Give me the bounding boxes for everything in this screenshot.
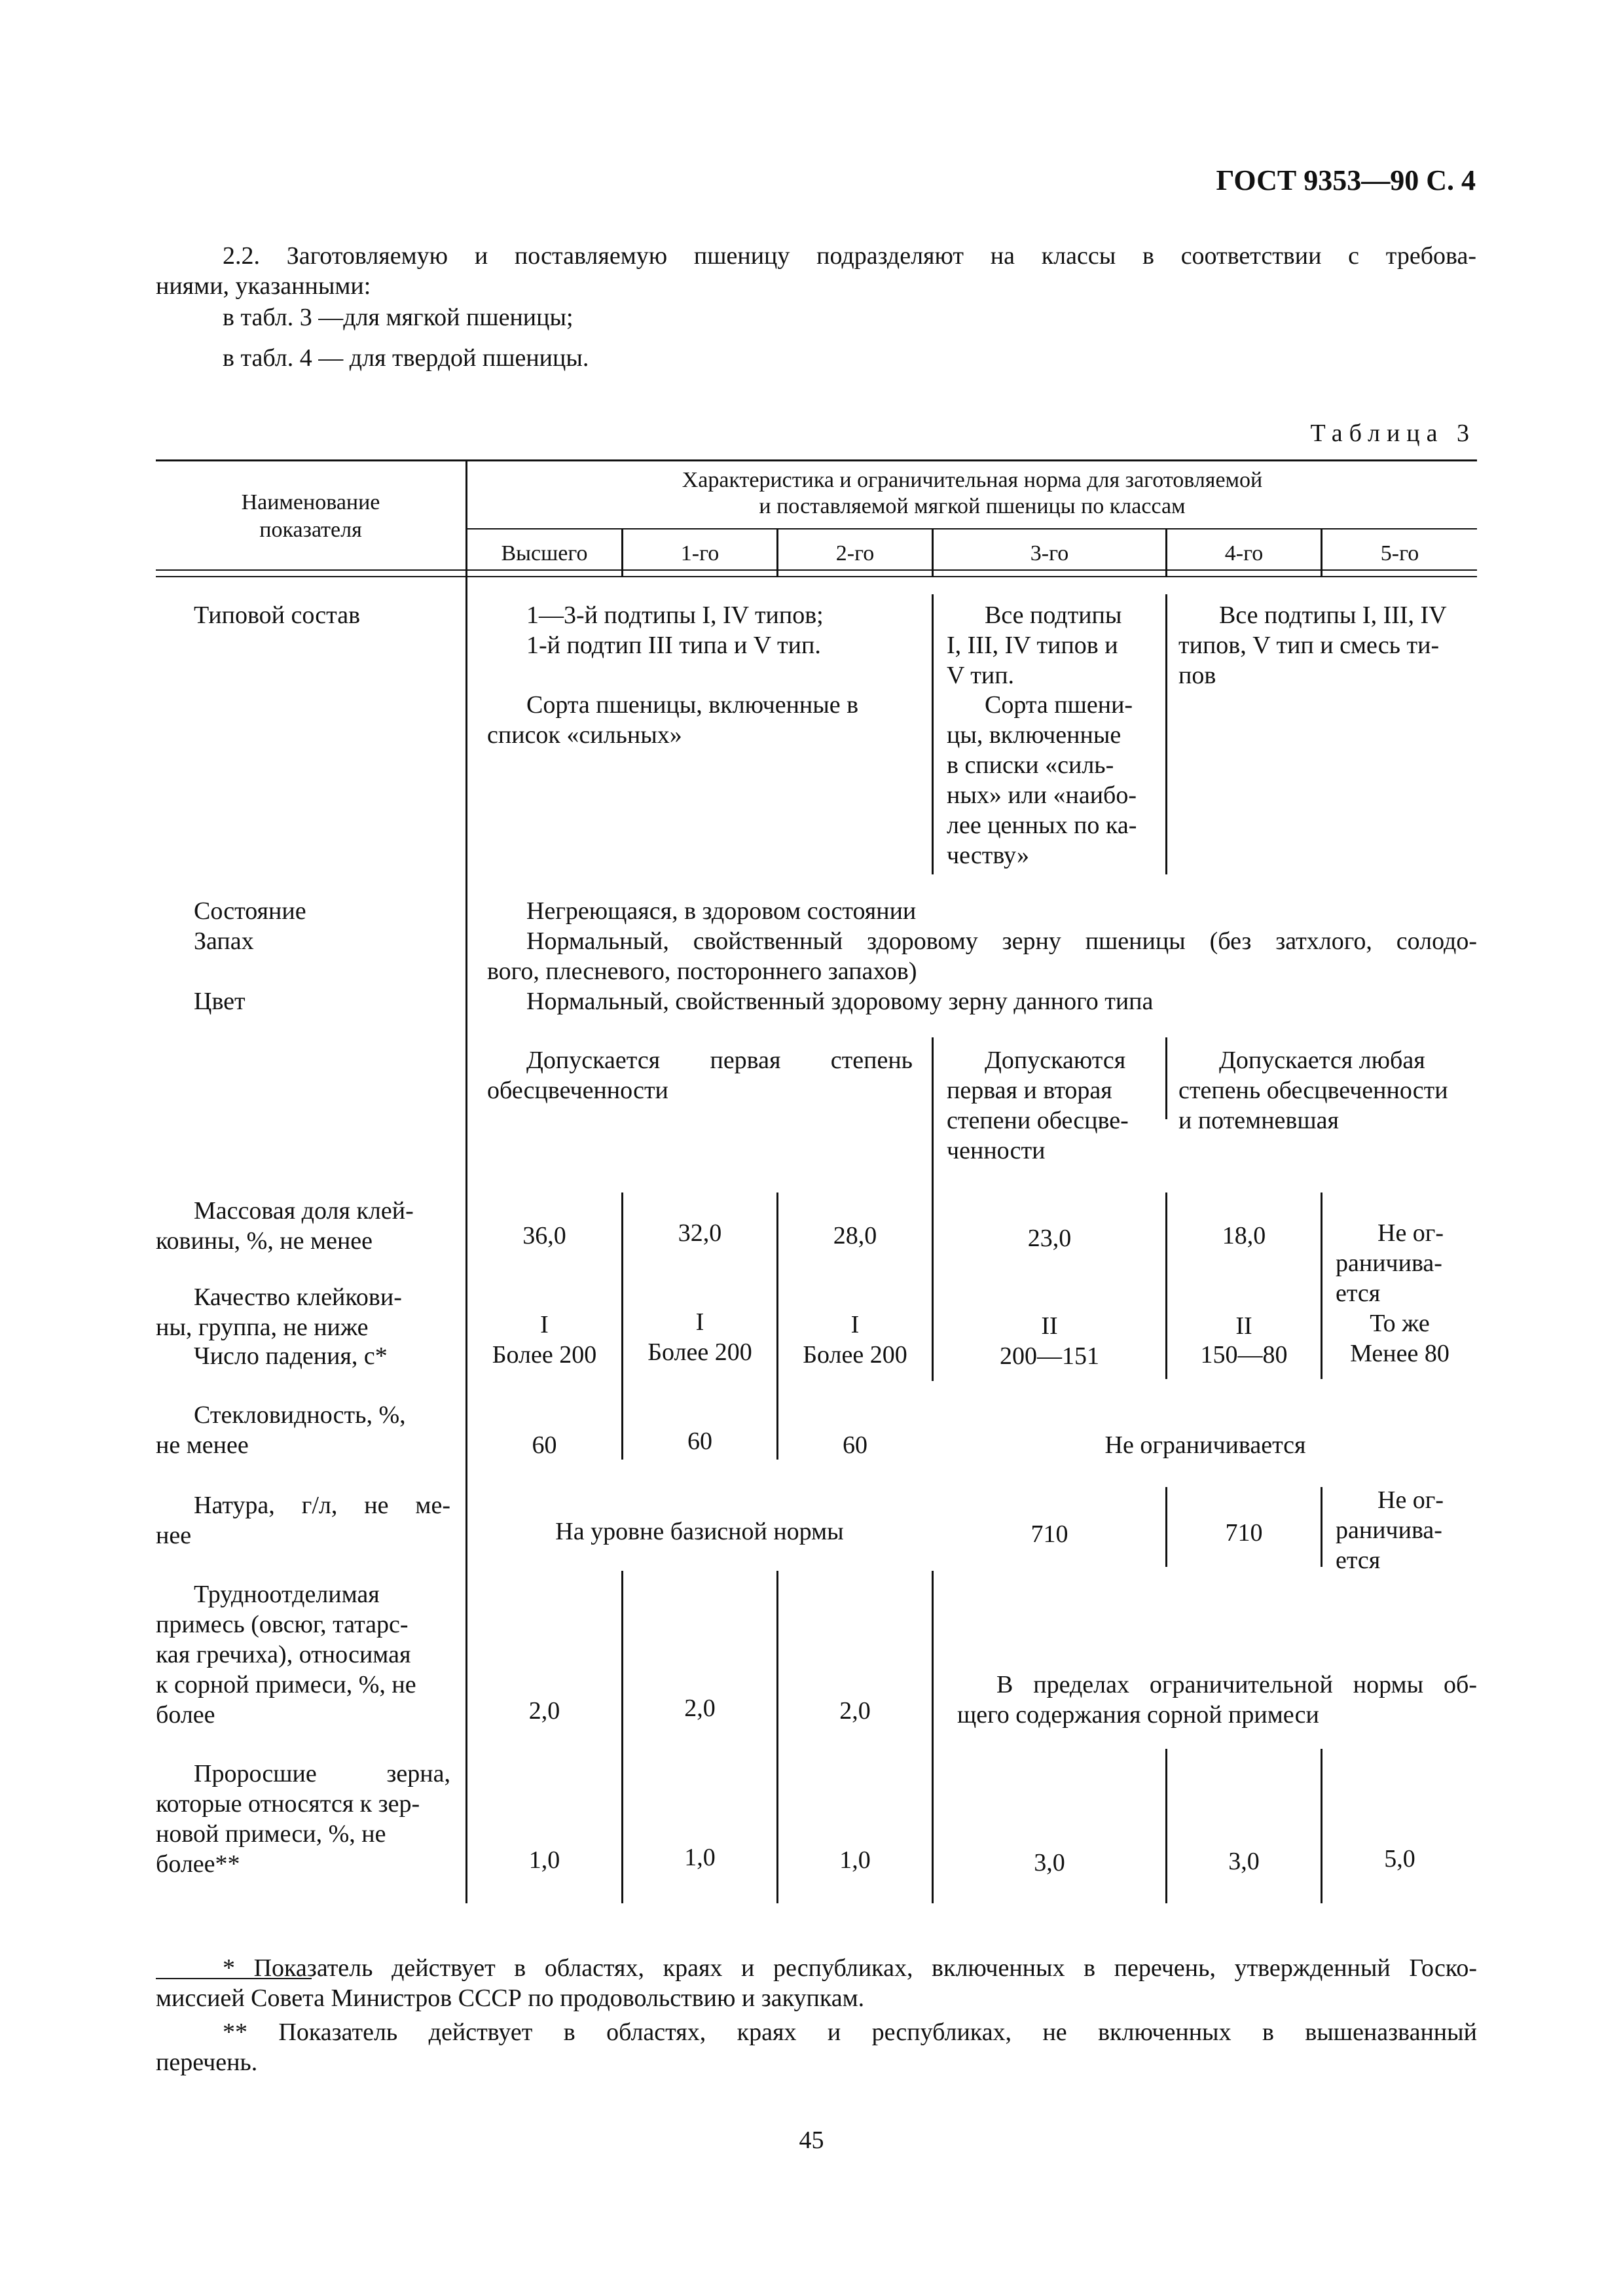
steklo-rest: Не ограничивается [1104,1431,1306,1459]
row-prorosh-label-3: новой примеси, %, не [156,1820,386,1848]
vsep-natura-5 [1321,1487,1322,1567]
page-number: 45 [799,2126,824,2154]
row-tipovoy-c-2: типов, V тип и смесь ти- [1178,632,1440,659]
row-steklo-label-2: не менее [156,1431,249,1459]
kleykovina-5-line3: ется [1336,1280,1381,1307]
natura-5-line1: Не ог- [1377,1486,1444,1514]
trudno-1: 2,0 [684,1695,716,1722]
steklo-2: 60 [843,1431,867,1459]
intro-line-1: 2.2. Заготовляемую и поставляемую пшеницу подразделяют на классы в соответствии с требова- [223,242,1476,270]
header-group-line1: Характеристика и ограничительная норма для заготовляемой [682,468,1263,492]
footnote-1-line2: миссией Совета Министров СССР по продовольствию и закупкам. [156,1984,865,2012]
table-caption: Таблица 3 [1310,420,1476,447]
row-kachestvo-label-1: Качество клейкови- [194,1283,402,1311]
prorosh-4: 3,0 [1228,1848,1260,1875]
header-col1-line2: показателя [259,518,362,542]
page-header: ГОСТ 9353—90 С. 4 [1216,164,1476,196]
row-tsvet-label: Цвет [194,988,246,1015]
header-class-1: 1-го [680,541,720,565]
natura-first3: На уровне базисной нормы [555,1518,844,1545]
row-steklo-label-1: Стекловидность, %, [194,1401,406,1429]
row-natura-label-2: нее [156,1522,192,1549]
intro-line-4: в табл. 4 — для твердой пшеницы. [223,344,589,372]
header-class-vysshego: Высшего [501,541,588,565]
row-kachestvo-label-2: ны, группа, не ниже [156,1314,369,1341]
header-col1-line1: Наименование [241,490,380,514]
header-class-3: 3-го [1030,541,1069,565]
table-top-rule [156,459,1477,461]
header-double-rule-b [156,576,1477,577]
vsep-prorosh-4 [1165,1749,1167,1903]
vsep-tsvet-a [932,1037,934,1119]
row-tipovoy-b-8: лее ценных по ка- [947,812,1137,839]
row-tsvet-a-line2: обесцвеченности [487,1077,668,1104]
row-tipovoy-b-3: V тип. [947,662,1015,689]
chislo-3: 200—151 [1000,1342,1099,1370]
natura-3: 710 [1030,1520,1068,1548]
natura-4: 710 [1225,1519,1263,1547]
row-zapah-value-2: вого, плесневого, постороннего запахов) [487,958,917,985]
trudno-2: 2,0 [839,1697,871,1725]
row-tipovoy-c-1: Все подтипы I, III, IV [1219,601,1447,629]
row-sostoyanie-label: Состояние [194,897,306,925]
natura-5-line2: раничива- [1336,1516,1442,1544]
prorosh-3: 3,0 [1034,1849,1065,1876]
row-trudno-label-2: примесь (овсюг, татарс- [156,1611,409,1638]
row-prorosh-label-4: более** [156,1850,240,1878]
row-tipovoy-a-line1: 1—3-й подтипы I, IV типов; [526,601,824,629]
trudno-vysshego: 2,0 [528,1697,560,1725]
row-tipovoy-b-1: Все подтипы [985,601,1122,629]
row-tipovoy-b-6: в списки «силь- [947,751,1114,779]
row-tipovoy-c-3: пов [1178,662,1216,689]
prorosh-2: 1,0 [839,1846,871,1874]
header-class-2: 2-го [835,541,875,565]
kleykovina-4: 18,0 [1222,1222,1266,1249]
row-trudno-label-5: более [156,1701,215,1729]
footnote-2-line1: ** Показатель действует в областях, краях и республиках, не включенных в вышеназванный [223,2018,1477,2046]
header-double-rule-a [156,569,1477,571]
row-tsvet-value: Нормальный, свойственный здоровому зерну данного типа [526,988,1154,1015]
row-prorosh-label-1: Проросшие зерна, [194,1760,450,1787]
row-tipovoy-b-5: цы, включенные [947,721,1122,749]
row-tsvet-b-2: первая и вторая [947,1077,1112,1104]
prorosh-5: 5,0 [1384,1845,1415,1873]
row-tipovoy-a-line4: список «сильных» [487,721,682,749]
chislo-4: 150—80 [1200,1341,1288,1369]
row-tipovoy-label: Типовой состав [194,601,361,629]
row-zapah-value-1: Нормальный, свойственный здоровому зерну пшеницы (без затхлого, солодо- [526,927,1477,955]
kleykovina-5-line2: раничива- [1336,1249,1442,1277]
footnote-2-line2: перечень. [156,2049,258,2076]
natura-5-line3: ется [1336,1547,1381,1574]
kleykovina-vysshego: 36,0 [522,1222,566,1249]
intro-line-3: в табл. 3 —для мягкой пшеницы; [223,304,574,331]
row-tsvet-a-line1: Допускается первая степень [526,1047,913,1074]
trudno-rest-line1: В пределах ограничительной нормы об- [996,1671,1477,1698]
row-trudno-label-3: кая гречиха), относимая [156,1641,411,1668]
kachestvo-2: I [850,1311,860,1338]
footnote-1-line1: * Показатель действует в областях, краях и республиках, включенных в перечень, утвержденный Госко- [223,1954,1477,1982]
chislo-2: Более 200 [803,1341,907,1369]
kleykovina-3: 23,0 [1027,1225,1072,1252]
kachestvo-vysshego: I [540,1311,549,1338]
row-zapah-label: Запах [194,927,254,955]
row-tipovoy-b-4: Сорта пшени- [985,691,1133,719]
row-trudno-label-4: к сорной примеси, %, не [156,1671,416,1698]
header-class-5: 5-го [1380,541,1419,565]
kachestvo-5: То же [1370,1310,1430,1337]
header-class-4: 4-го [1224,541,1264,565]
kleykovina-2: 28,0 [833,1222,877,1249]
steklo-1: 60 [687,1427,712,1455]
row-tipovoy-b-7: ных» или «наибо- [947,781,1137,809]
header-inner-rule [466,528,1477,529]
vsep-tipovoy-a [932,594,934,874]
chislo-1: Более 200 [647,1338,752,1366]
row-tipovoy-a-line2: 1-й подтип III типа и V тип. [526,632,821,659]
trudno-rest-line2: щего содержания сорной примеси [957,1701,1319,1729]
row-tipovoy-b-2: I, III, IV типов и [947,632,1118,659]
row-natura-label-1: Натура, г/л, не ме- [194,1492,450,1519]
row-tipovoy-b-9: честву» [947,842,1029,869]
kachestvo-1: I [695,1308,704,1336]
row-trudno-label-1: Трудноотделимая [194,1581,380,1608]
kachestvo-4: II [1235,1312,1252,1340]
row-tipovoy-a-line3: Сорта пшеницы, включенные в [526,691,859,719]
vsep-prorosh-5 [1321,1749,1322,1903]
row-tsvet-c-3: и потемневшая [1178,1107,1339,1134]
header-group-line2: и поставляемой мягкой пшеницы по классам [759,494,1186,518]
chislo-vysshego: Более 200 [492,1341,597,1369]
kleykovina-5-line1: Не ог- [1377,1219,1444,1247]
prorosh-1: 1,0 [684,1844,716,1871]
prorosh-vysshego: 1,0 [528,1846,560,1874]
chislo-5: Менее 80 [1350,1340,1450,1367]
kachestvo-3: II [1041,1312,1058,1340]
vsep-tsvet-b [1165,1037,1167,1119]
row-kleykovina-label-1: Массовая доля клей- [194,1197,414,1225]
vsep-tipovoy-b [1165,594,1167,874]
intro-line-2: ниями, указанными: [156,272,371,300]
row-sostoyanie-value: Негреющаяся, в здоровом состоянии [526,897,917,925]
row-tsvet-b-3: степени обесцве- [947,1107,1129,1134]
row-prorosh-label-2: которые относятся к зер- [156,1790,420,1818]
row-kleykovina-label-2: ковины, %, не менее [156,1227,373,1255]
row-tsvet-b-1: Допускаются [985,1047,1126,1074]
steklo-vysshego: 60 [532,1431,557,1459]
row-tsvet-b-4: ченности [947,1137,1046,1164]
row-tsvet-c-1: Допускается любая [1219,1047,1425,1074]
row-tsvet-c-2: степень обесцвеченности [1178,1077,1448,1104]
kleykovina-1: 32,0 [678,1219,722,1247]
row-chislo-label: Число падения, с* [194,1342,388,1370]
